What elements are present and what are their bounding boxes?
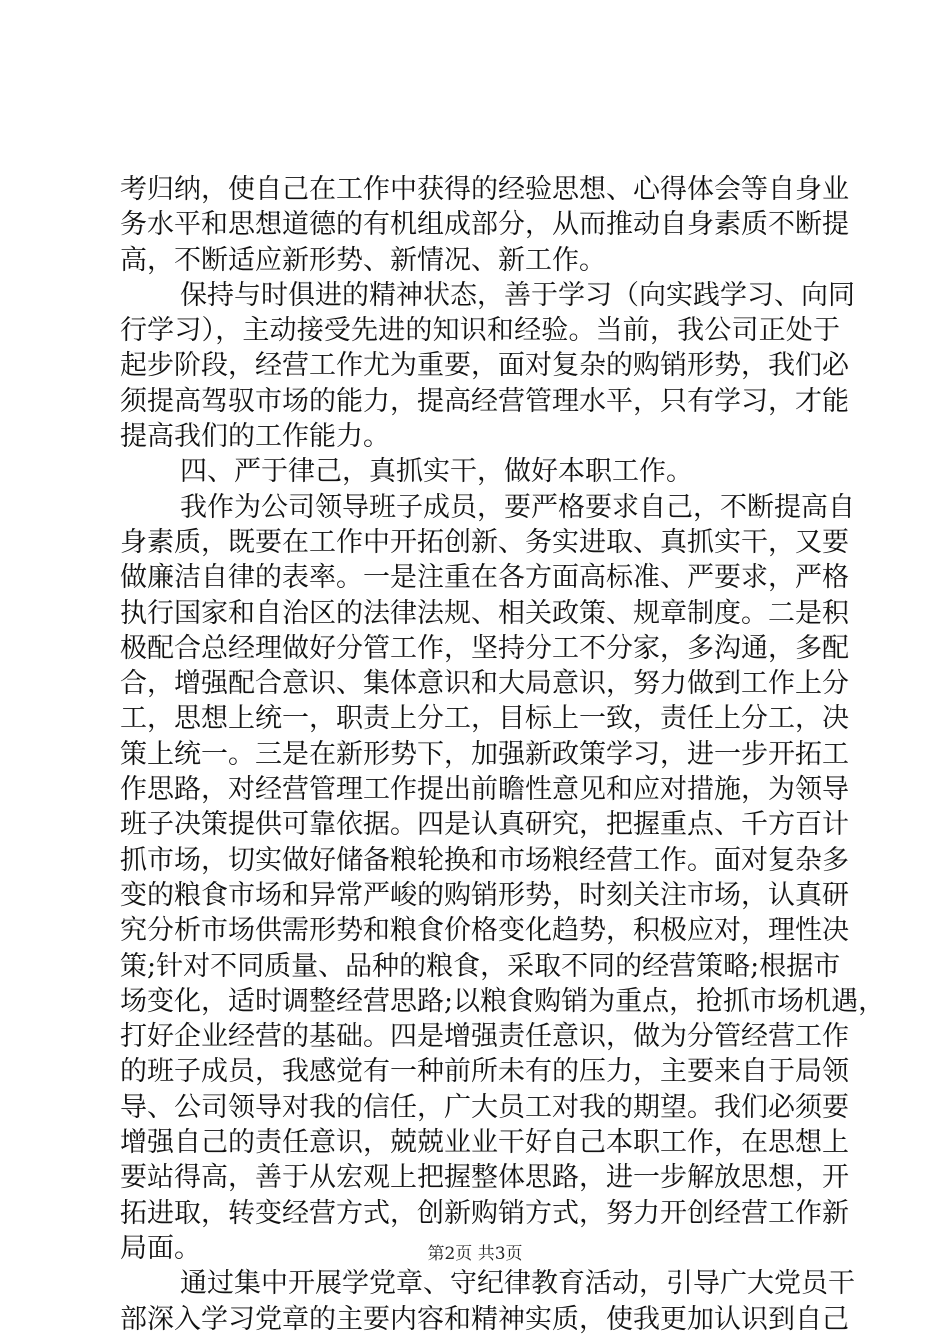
text-line: 的班子成员，我感觉有一种前所未有的压力，主要来自于局领 bbox=[120, 1056, 849, 1088]
text-line: 身素质，既要在工作中开拓创新、务实进取、真抓实干，又要 bbox=[120, 526, 849, 558]
text-line: 究分析市场供需形势和粮食价格变化趋势，积极应对，理性决 bbox=[120, 915, 849, 947]
text-line: 策上统一。三是在新形势下，加强新政策学习，进一步开拓工 bbox=[120, 738, 849, 770]
text-line: 抓市场，切实做好储备粮轮换和市场粮经营工作。面对复杂多 bbox=[120, 844, 849, 876]
text-line: 增强自己的责任意识，兢兢业业干好自己本职工作，在思想上 bbox=[120, 1127, 849, 1159]
text-line: 合，增强配合意识、集体意识和大局意识，努力做到工作上分 bbox=[120, 668, 849, 700]
text-line: 四、严于律己，真抓实干，做好本职工作。 bbox=[180, 456, 693, 488]
text-line: 提高我们的工作能力。 bbox=[120, 421, 390, 453]
text-line: 执行国家和自治区的法律法规、相关政策、规章制度。二是积 bbox=[120, 597, 849, 629]
text-line: 部深入学习党章的主要内容和精神实质，使我更加认识到自己 bbox=[120, 1303, 849, 1335]
text-line: 场变化，适时调整经营思路;以粮食购销为重点，抢抓市场机遇， bbox=[120, 985, 886, 1017]
text-line: 起步阶段，经营工作尤为重要，面对复杂的购销形势，我们必 bbox=[120, 350, 849, 382]
body-text bbox=[120, 172, 886, 1337]
text-line: 高，不断适应新形势、新情况、新工作。 bbox=[120, 244, 606, 276]
page-footer: 第2页 共3页 bbox=[427, 1244, 523, 1264]
text-line: 拓进取，转变经营方式，创新购销方式，努力开创经营工作新 bbox=[120, 1197, 849, 1229]
text-line: 策;针对不同质量、品种的粮食，采取不同的经营策略;根据市 bbox=[120, 950, 841, 982]
text-line: 工，思想上统一，职责上分工，目标上一致，责任上分工，决 bbox=[120, 703, 849, 735]
text-line: 要站得高，善于从宏观上把握整体思路，进一步解放思想，开 bbox=[120, 1162, 849, 1194]
text-line: 打好企业经营的基础。四是增强责任意识，做为分管经营工作 bbox=[120, 1021, 849, 1053]
text-line: 行学习），主动接受先进的知识和经验。当前，我公司正处于 bbox=[120, 315, 840, 347]
text-line: 须提高驾驭市场的能力，提高经营管理水平，只有学习，才能 bbox=[120, 385, 849, 417]
text-line: 极配合总经理做好分管工作，坚持分工不分家，多沟通，多配 bbox=[120, 632, 849, 664]
text-line: 做廉洁自律的表率。一是注重在各方面高标准、严要求，严格 bbox=[120, 562, 849, 594]
text-line: 导、公司领导对我的信任，广大员工对我的期望。我们必须要 bbox=[120, 1091, 849, 1123]
text-line: 变的粮食市场和异常严峻的购销形势，时刻关注市场，认真研 bbox=[120, 879, 849, 911]
text-line: 我作为公司领导班子成员，要严格要求自己，不断提高自 bbox=[180, 491, 855, 523]
text-line: 务水平和思想道德的有机组成部分，从而推动自身素质不断提 bbox=[120, 209, 849, 241]
text-line: 保持与时俱进的精神状态，善于学习（向实践学习、向同 bbox=[180, 279, 855, 311]
text-line: 局面。 bbox=[120, 1232, 201, 1264]
text-line: 考归纳，使自己在工作中获得的经验思想、心得体会等自身业 bbox=[120, 174, 849, 205]
text-line: 作思路，对经营管理工作提出前瞻性意见和应对措施，为领导 bbox=[120, 774, 849, 806]
text-line: 班子决策提供可靠依据。四是认真研究，把握重点、千方百计 bbox=[120, 809, 849, 841]
text-line: 通过集中开展学党章、守纪律教育活动，引导广大党员干 bbox=[180, 1268, 855, 1300]
